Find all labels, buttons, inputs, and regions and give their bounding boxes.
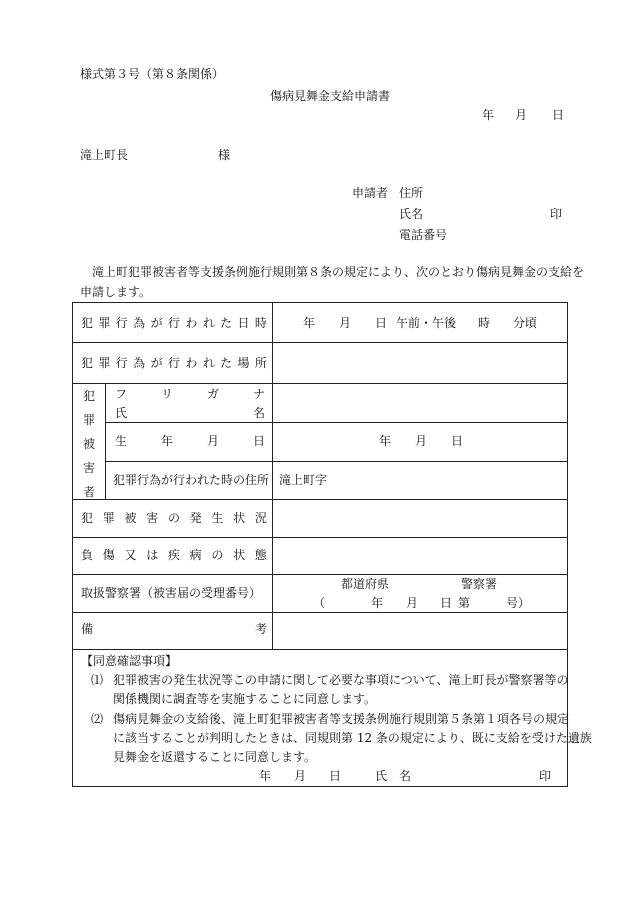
police-day[interactable]: 日: [440, 596, 453, 610]
sign-seal: 印: [539, 769, 552, 783]
injury-status-field[interactable]: [283, 548, 553, 562]
sign-day[interactable]: 日: [329, 769, 342, 783]
applicant-phone-label: 電話番号: [399, 228, 448, 242]
intro-line-2: 申請します。: [80, 285, 152, 299]
birth-year-field[interactable]: 年: [379, 434, 392, 448]
furigana-label: フ リ ガ ナ: [115, 387, 265, 401]
date-year: 年: [482, 108, 495, 122]
birth-month-field[interactable]: 月: [415, 434, 428, 448]
document-title: 傷病見舞金支給申請書: [270, 89, 391, 103]
sign-month[interactable]: 月: [294, 769, 307, 783]
date-month: 月: [515, 108, 528, 122]
crime-time-address-field[interactable]: 滝上町字: [279, 473, 328, 487]
addressee: 滝上町長: [80, 148, 129, 162]
consent-item-2-number: ⑵: [91, 712, 104, 726]
victim-label: 犯 罪 被 害 者: [82, 389, 95, 499]
date-day: 日: [552, 108, 565, 122]
crime-month-field[interactable]: 月: [339, 316, 352, 330]
police-open-paren: （: [313, 596, 326, 610]
damage-status-field[interactable]: [283, 511, 553, 525]
police-number-prefix: 第: [458, 596, 471, 610]
birth-day-field[interactable]: 日: [451, 434, 464, 448]
crime-minute-field[interactable]: 分頃: [513, 316, 538, 330]
consent-item-2-line-1: 傷病見舞金の支給後、滝上町犯罪被害者等支援条例施行規則第５条第１項各号の規定: [113, 712, 570, 726]
consent-item-1-line-1: 犯罪被害の発生状況等この申請に関して必要な事項について、滝上町長が警察署等の: [113, 673, 569, 687]
intro-line-1: 滝上町犯罪被害者等支援条例施行規則第８条の規定により、次のとおり傷病見舞金の支給を: [92, 265, 585, 279]
form-number: 様式第３号（第８条関係）: [80, 67, 225, 81]
victim-name-label: 氏 名: [115, 406, 265, 420]
police-month[interactable]: 月: [406, 596, 419, 610]
consent-item-2-line-3: 見舞金を返還することに同意します。: [113, 750, 317, 764]
birth-date-label: 生 年 月 日: [115, 434, 265, 448]
applicant-address-label: 住所: [399, 186, 424, 200]
crime-datetime-label: 犯 罪 行 為 が 行 わ れ た 日 時: [81, 316, 267, 330]
crime-hour-field[interactable]: 時: [478, 316, 491, 330]
police-year[interactable]: 年: [371, 596, 384, 610]
police-number[interactable]: 号）: [506, 596, 531, 610]
crime-time-address-label: 犯罪行為が行われた時の住所: [113, 473, 270, 487]
application-form-table: [72, 302, 592, 787]
consent-item-2-line-2: に該当することが判明したときは、同規則第 12 条の規定により、既に支給を受けた遺族: [113, 731, 592, 745]
crime-day-field[interactable]: 日: [375, 316, 388, 330]
injury-status-label: 負 傷 又 は 疾 病 の 状 態: [81, 548, 267, 562]
applicant-name-label: 氏名: [399, 207, 424, 221]
applicant-seal: 印: [550, 207, 563, 221]
addressee-suffix: 様: [218, 148, 231, 162]
police-station-label: 取扱警察署（被害届の受理番号）: [81, 586, 262, 600]
remarks-field[interactable]: [283, 622, 553, 636]
consent-item-1-number: ⑴: [91, 673, 104, 687]
victim-name-field[interactable]: [283, 396, 553, 410]
crime-place-field[interactable]: [283, 356, 553, 370]
consent-item-1-line-2: 関係機関に調査等を実施することに同意します。: [113, 692, 377, 706]
sign-year[interactable]: 年: [259, 769, 272, 783]
consent-heading: 【同意確認事項】: [81, 654, 178, 668]
applicant-label: 申請者: [352, 186, 389, 200]
police-prefecture[interactable]: 都道府県: [341, 577, 390, 591]
damage-status-label: 犯 罪 被 害 の 発 生 状 況: [81, 511, 267, 525]
police-station-name[interactable]: 警察署: [461, 577, 498, 591]
remarks-label: 備 考: [81, 622, 267, 636]
crime-place-label: 犯 罪 行 為 が 行 わ れ た 場 所: [81, 356, 267, 370]
crime-year-field[interactable]: 年: [303, 316, 316, 330]
crime-ampm-field[interactable]: 午前・午後: [396, 316, 457, 330]
sign-name-label: 氏 名: [375, 769, 412, 783]
